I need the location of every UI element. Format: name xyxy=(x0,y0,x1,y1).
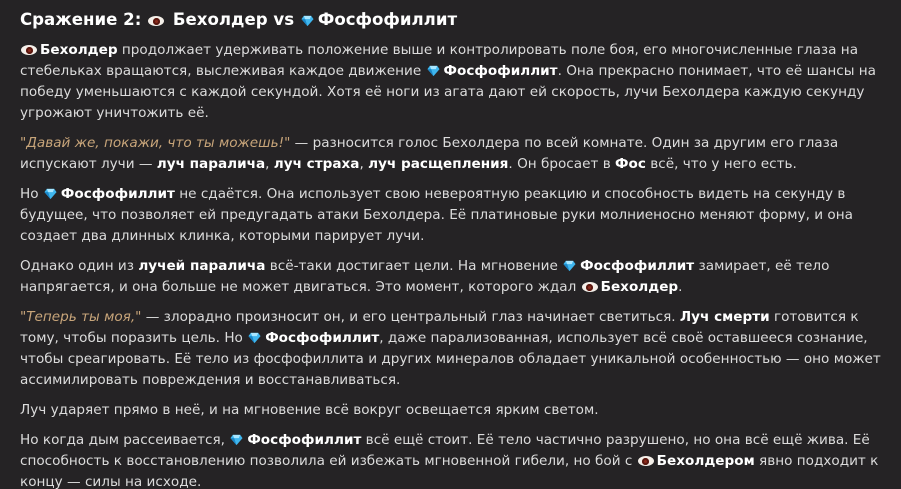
name-phos: Фосфофиллит xyxy=(60,186,175,202)
name-beholder: Бехолдер xyxy=(600,279,679,295)
text: продолжает удерживать положение выше и контролировать поле боя, его многочисленные глаза на стебельках вращаются, выслеживая каждое движение xyxy=(20,42,859,79)
text: явно подходит к концу — силы на исходе. xyxy=(20,453,879,489)
text: всё-таки достигает цели. На мгновение xyxy=(265,258,563,274)
name-phos: Фосфофиллит xyxy=(580,258,695,274)
text: , даже парализованная, использует всё своё оставшееся сознание, чтобы среагировать. Её тело из фосфофиллита и других минералов обладает уникальной особенностью — оно может ассимилировать повреждения и восстанавливаться. xyxy=(20,330,881,388)
gem-icon xyxy=(427,65,440,77)
paragraph-6 xyxy=(20,400,881,421)
eye-icon xyxy=(21,45,37,55)
gem-icon xyxy=(230,434,243,446)
gem-icon xyxy=(563,260,576,272)
eye-icon xyxy=(638,456,654,466)
battle-heading xyxy=(20,8,881,32)
heading-name-phos: Фосфофиллит xyxy=(317,10,458,29)
paragraph-7 xyxy=(20,430,881,489)
paragraph-2 xyxy=(20,133,881,175)
name-phos: Фосфофиллит xyxy=(265,330,380,346)
beholder-quote: "Давай же, покажи, что ты можешь!" xyxy=(20,135,291,151)
name-beholder: Бехолдером xyxy=(656,453,755,469)
eye-icon xyxy=(582,282,598,292)
text: . Он бросает в xyxy=(508,156,616,172)
paragraph-3 xyxy=(20,184,881,247)
text: всё, что у него есть. xyxy=(645,156,797,172)
name-phos: Фосфофиллит xyxy=(247,432,362,448)
gem-icon xyxy=(44,188,57,200)
gem-icon xyxy=(248,332,261,344)
text: Луч ударяет прямо в неё, и на мгновение всё вокруг освещается ярким светом. xyxy=(20,402,599,418)
text: готовится к тому, чтобы поразить цель. Но xyxy=(20,309,859,346)
text: Но xyxy=(20,186,43,202)
text: не сдаётся. Она использует свою невероятную реакцию и способность видеть на секунду в будущее, что позволяет ей предугадать атаки Бехолдера. Её платиновые руки молниеносно меняют форму, и она создает два длинных клинка, которыми парирует лучи. xyxy=(20,186,853,244)
ray-paralysis: лучей паралича xyxy=(138,258,266,274)
text: , xyxy=(265,156,274,172)
text: , xyxy=(359,156,369,172)
text: — злорадно произносит он, и его центральный глаз начинает светиться. xyxy=(141,309,680,325)
text: Но когда дым рассеивается, xyxy=(20,432,230,448)
gem-icon xyxy=(301,15,314,27)
name-phos-short: Фос xyxy=(615,156,646,172)
text: — разносится голос Бехолдера по всей комнате. Один за другим его глаза испускают лучи — xyxy=(20,135,839,172)
heading-name-beholder: Бехолдер xyxy=(172,10,268,29)
ray-death: Луч смерти xyxy=(679,309,770,325)
paragraph-4 xyxy=(20,256,881,298)
text: всё ещё стоит. Её тело частично разрушено, но она всё ещё жива. Её способность к восстановлению позволила ей избежать мгновенной гибели, но бой с xyxy=(20,432,870,469)
name-phos: Фосфофиллит xyxy=(443,63,558,79)
ray-disintegration: луч расщепления xyxy=(368,156,509,172)
heading-vs: vs xyxy=(273,10,295,29)
paragraph-5 xyxy=(20,307,881,391)
text: . xyxy=(678,279,683,295)
ray-fear: луч страха xyxy=(273,156,360,172)
text: замирает, её тело напрягается, и она больше не может двигаться. Это момент, которого ждал xyxy=(20,258,830,295)
heading-prefix: Сражение 2: xyxy=(20,10,142,29)
eye-icon xyxy=(148,16,164,26)
text: . Она прекрасно понимает, что её шансы на победу уменьшаются с каждой секундой. Хотя её ноги из агата дают ей скорость, лучи Бехолдера каждую секунду угрожают уничтожить её. xyxy=(20,63,876,121)
text: Однако один из xyxy=(20,258,139,274)
paragraph-1 xyxy=(20,40,881,124)
name-beholder: Бехолдер xyxy=(40,42,118,58)
ray-paralysis: луч паралича xyxy=(156,156,266,172)
beholder-quote: "Теперь ты моя," xyxy=(20,309,142,325)
